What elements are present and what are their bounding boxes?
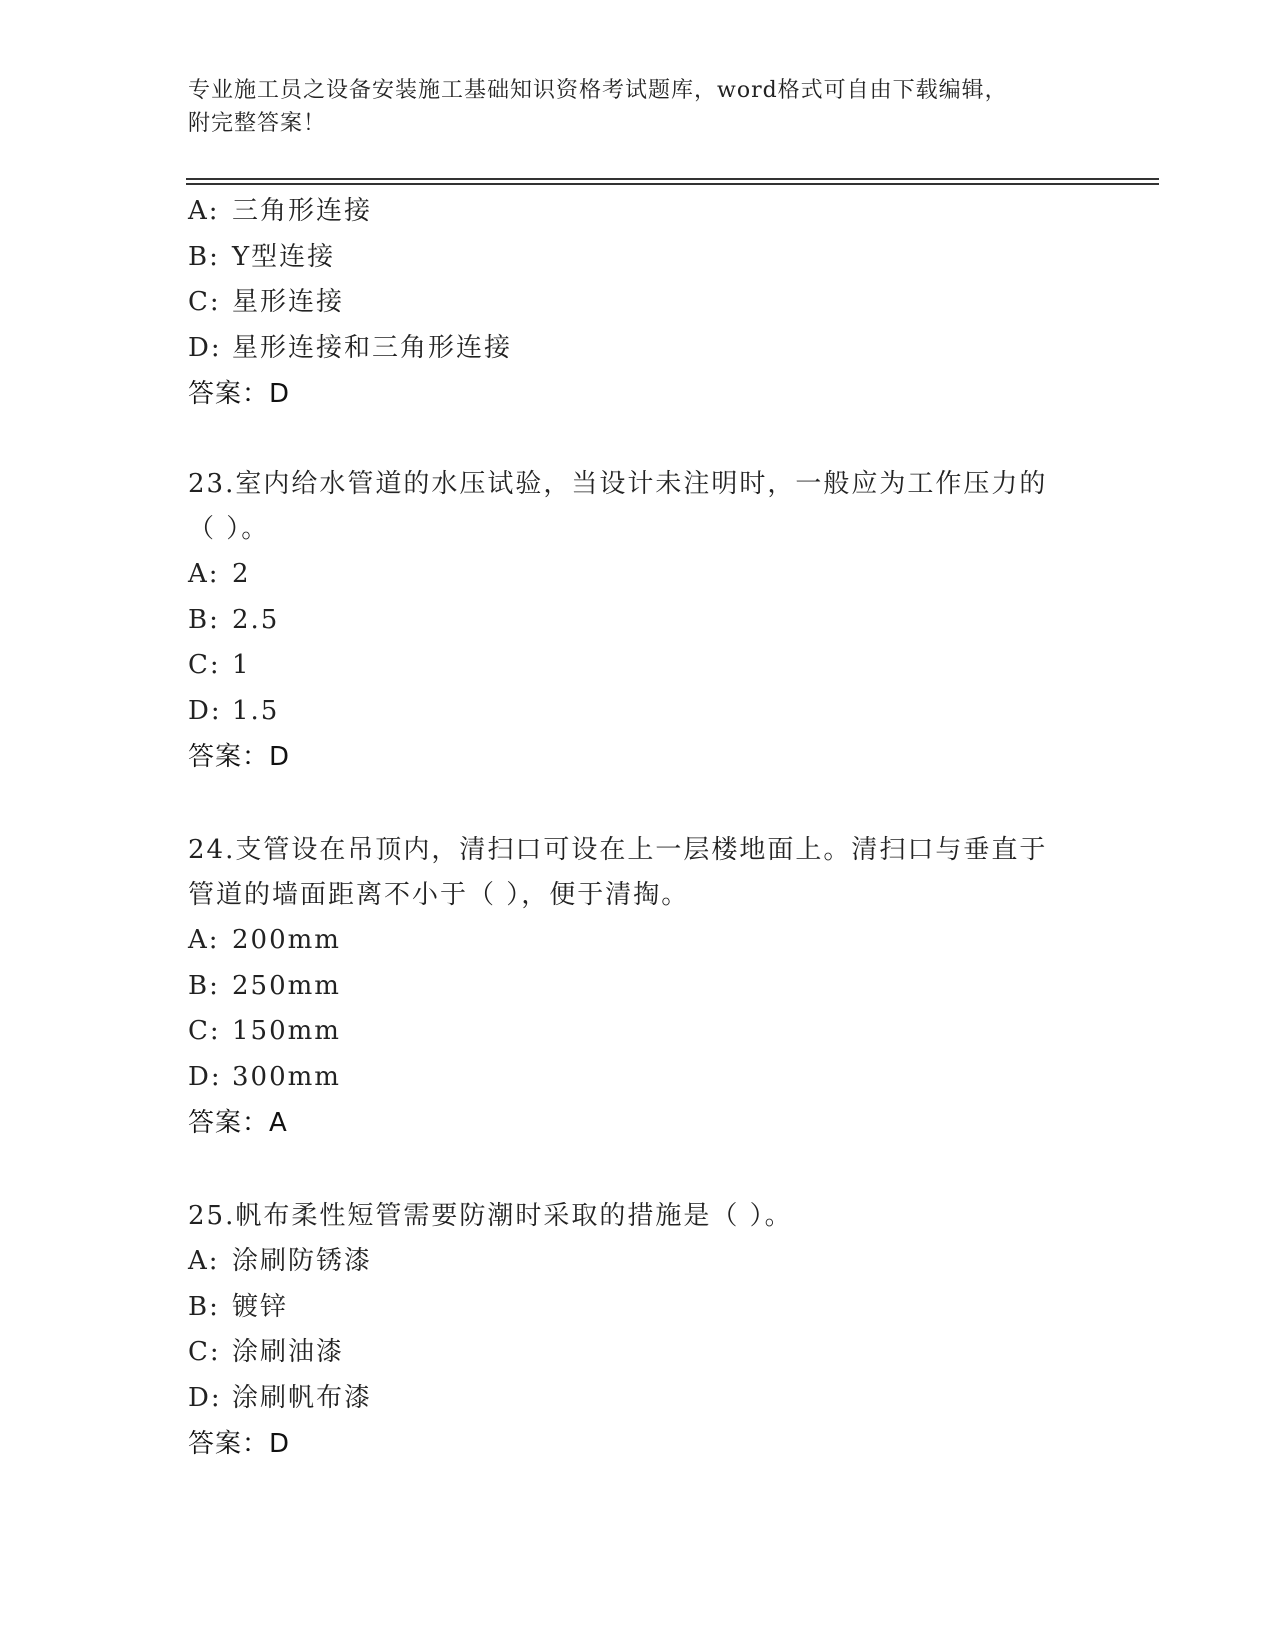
answer-label: 答案： [188, 379, 270, 409]
option-letter: B: [188, 1291, 220, 1322]
answer-option [188, 598, 1088, 644]
option-letter: C: [188, 287, 221, 317]
option-text: 150mm [232, 1016, 341, 1046]
answer-line [188, 1100, 1088, 1146]
answer-option [188, 280, 1088, 326]
option-letter: C: [188, 1337, 221, 1367]
option-text: 1.5 [232, 695, 280, 726]
option-letter: D: [188, 332, 222, 363]
header-line-1: 专业施工员之设备安装施工基础知识资格考试题库，word格式可自由下载编辑， [188, 78, 1008, 103]
option-text: 250mm [232, 970, 341, 1001]
answer-option [188, 1330, 1088, 1376]
option-letter: B: [188, 604, 220, 635]
answer-value: D [269, 1429, 291, 1459]
answer-label: 答案： [188, 1108, 270, 1138]
answer-value: D [269, 742, 291, 772]
answer-value: A [269, 1108, 288, 1138]
option-letter: A: [188, 196, 220, 226]
answer-label: 答案： [188, 1429, 270, 1459]
answer-option [188, 918, 1088, 964]
answer-option [188, 1376, 1088, 1422]
answer-option [188, 964, 1088, 1010]
option-text: 300mm [232, 1061, 341, 1092]
option-text: 涂刷帆布漆 [232, 1382, 373, 1413]
answer-option [188, 689, 1088, 735]
answer-option [188, 1009, 1088, 1055]
answer-option [188, 326, 1088, 372]
document-header [188, 74, 1088, 140]
question-stem-line: 23.室内给水管道的水压试验，当设计未注明时，一般应为工作压力的 [188, 469, 1048, 499]
header-line-2: 附完整答案！ [188, 111, 327, 136]
answer-option [188, 189, 1088, 235]
option-text: 涂刷防锈漆 [232, 1246, 373, 1276]
question-stem-line: 25.帆布柔性短管需要防潮时采取的措施是（ ）。 [188, 1201, 793, 1231]
option-text: 1 [232, 650, 251, 680]
option-letter: C: [188, 650, 221, 680]
answer-option [188, 1239, 1088, 1285]
option-letter: B: [188, 241, 220, 272]
option-letter: D: [188, 1382, 222, 1413]
option-text: Y型连接 [232, 241, 336, 272]
option-text: 镀锌 [232, 1291, 289, 1322]
answer-option [188, 1285, 1088, 1331]
answer-line [188, 1421, 1088, 1467]
option-text: 涂刷油漆 [232, 1337, 345, 1367]
question-stem-line: 管道的墙面距离不小于（ ），便于清掏。 [188, 880, 690, 910]
answer-line [188, 371, 1088, 417]
option-text: 三角形连接 [232, 196, 373, 226]
question-block [188, 828, 1088, 1146]
option-letter: D: [188, 695, 222, 726]
answer-value: D [269, 379, 291, 409]
header-divider-bottom [186, 183, 1159, 185]
option-text: 2 [232, 559, 251, 589]
header-divider-top [186, 178, 1159, 180]
answer-option [188, 552, 1088, 598]
option-letter: A: [188, 925, 220, 955]
option-letter: C: [188, 1016, 221, 1046]
option-text: 星形连接和三角形连接 [232, 332, 513, 363]
option-letter: B: [188, 970, 220, 1001]
question-stem-line: （ ）。 [188, 514, 270, 544]
question-block [188, 189, 1088, 417]
answer-line [188, 734, 1088, 780]
option-text: 2.5 [232, 604, 280, 635]
answer-label: 答案： [188, 742, 270, 772]
option-letter: D: [188, 1061, 222, 1092]
option-text: 200mm [232, 925, 341, 955]
question-block [188, 1194, 1088, 1467]
answer-option [188, 235, 1088, 281]
question-block [188, 462, 1088, 780]
option-letter: A: [188, 1246, 220, 1276]
option-text: 星形连接 [232, 287, 345, 317]
question-stem-line: 24.支管设在吊顶内，清扫口可设在上一层楼地面上。清扫口与垂直于 [188, 835, 1048, 865]
answer-option [188, 643, 1088, 689]
option-letter: A: [188, 559, 220, 589]
answer-option [188, 1055, 1088, 1101]
